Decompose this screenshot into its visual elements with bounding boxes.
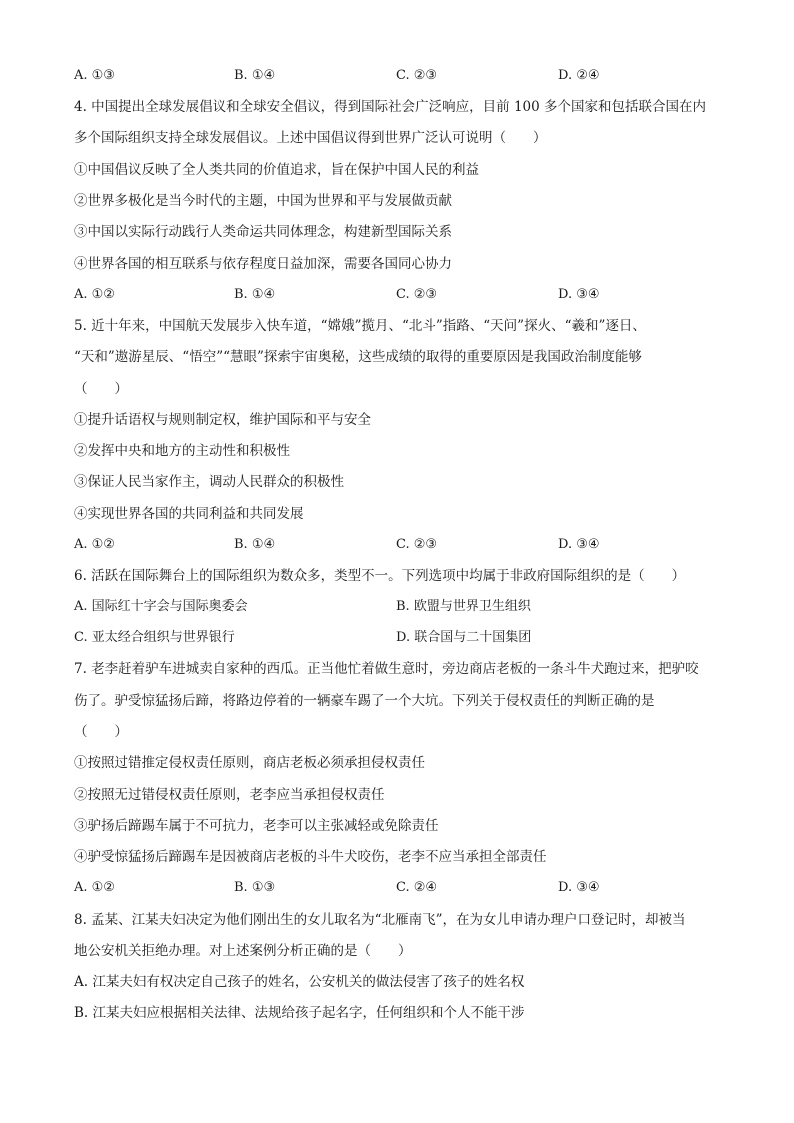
q8-option-b[interactable]: B. 江某夫妇应根据相关法律、法规给孩子起名字，任何组织和个人不能干涉 <box>74 1005 525 1021</box>
q5-option-c[interactable]: C. ②③ <box>396 537 438 552</box>
q3-options <box>74 67 734 85</box>
q5-stem-line2: “天和”遨游星辰、“悟空”“慧眼”探索宇宙奥秘，这些成绩的取得的重要原因是我国政治制度能够 <box>74 349 642 365</box>
q7-item-3: ③驴扬后蹄踢车属于不可抗力，老李可以主张减轻或免除责任 <box>74 818 439 834</box>
q7-option-a[interactable]: A. ①② <box>74 880 115 895</box>
q4-option-c[interactable]: C. ②③ <box>396 287 438 302</box>
q7-item-2: ②按照无过错侵权责任原则，老李应当承担侵权责任 <box>74 787 385 803</box>
q6-stem-line1: 6. 活跃在国际舞台上的国际组织为数众多，类型不一。下列选项中均属于非政府国际组织的是（ ） <box>74 568 686 584</box>
q4-stem-line2: 多个国际组织支持全球发展倡议。上述中国倡议得到世界广泛认可说明（ ） <box>74 130 547 146</box>
q4-item-2: ②世界多极化是当今时代的主题，中国为世界和平与发展做贡献 <box>74 193 452 209</box>
q3-option-b[interactable]: B. ①④ <box>234 68 276 83</box>
q5-item-4: ④实现世界各国的共同利益和共同发展 <box>74 506 304 522</box>
q7-option-b[interactable]: B. ①③ <box>234 880 276 895</box>
q6-options-row1 <box>74 598 734 616</box>
q6-option-c[interactable]: C. 亚太经合组织与世界银行 <box>74 630 235 645</box>
q6-option-b[interactable]: B. 欧盟与世界卫生组织 <box>396 599 531 614</box>
q8-option-a[interactable]: A. 江某夫妇有权决定自己孩子的姓名，公安机关的做法侵害了孩子的姓名权 <box>74 974 525 990</box>
q5-option-a[interactable]: A. ①② <box>74 537 115 552</box>
q4-item-4: ④世界各国的相互联系与依存程度日益加深，需要各国同心协力 <box>74 256 452 272</box>
q4-stem-line1: 4. 中国提出全球发展倡议和全球安全倡议，得到国际社会广泛响应，目前 100 多个国家和包括联合国在内 <box>74 99 707 115</box>
q5-item-1: ①提升话语权与规则制定权，维护国际和平与安全 <box>74 412 371 428</box>
q4-option-b[interactable]: B. ①④ <box>234 287 276 302</box>
q7-option-d[interactable]: D. ③④ <box>558 880 600 895</box>
q7-options <box>74 879 734 897</box>
q5-item-3: ③保证人民当家作主，调动人民群众的积极性 <box>74 474 344 490</box>
q4-option-d[interactable]: D. ③④ <box>558 287 600 302</box>
q4-option-a[interactable]: A. ①② <box>74 287 115 302</box>
q4-item-3: ③中国以实际行动践行人类命运共同体理念，构建新型国际关系 <box>74 224 452 240</box>
q5-item-2: ②发挥中央和地方的主动性和积极性 <box>74 443 290 459</box>
q8-stem-line1: 8. 孟某、江某夫妇决定为他们刚出生的女儿取名为“北雁南飞”，在为女儿申请办理户口登记时，却被当 <box>74 912 686 928</box>
q7-stem-line2: 伤了。驴受惊猛扬后蹄，将路边停着的一辆豪车踢了一个大坑。下列关于侵权责任的判断正确的是 <box>74 693 655 709</box>
q7-item-1: ①按照过错推定侵权责任原则，商店老板必须承担侵权责任 <box>74 755 425 771</box>
q6-option-a[interactable]: A. 国际红十字会与国际奥委会 <box>74 599 248 614</box>
q5-stem-line3: （ ） <box>74 381 128 397</box>
q3-option-d[interactable]: D. ②④ <box>558 68 600 83</box>
q6-option-d[interactable]: D. 联合国与二十国集团 <box>396 630 532 645</box>
q5-option-d[interactable]: D. ③④ <box>558 537 600 552</box>
q4-options <box>74 286 734 304</box>
q6-options-row2 <box>74 629 734 647</box>
q5-option-b[interactable]: B. ①④ <box>234 537 276 552</box>
q7-item-4: ④驴受惊猛扬后蹄踢车是因被商店老板的斗牛犬咬伤，老李不应当承担全部责任 <box>74 849 547 865</box>
q3-option-c[interactable]: C. ②③ <box>396 68 438 83</box>
q3-option-a[interactable]: A. ①③ <box>74 68 115 83</box>
q7-stem-line3: （ ） <box>74 724 128 740</box>
q5-options <box>74 536 734 554</box>
q7-stem-line1: 7. 老李赶着驴车进城卖自家种的西瓜。正当他忙着做生意时，旁边商店老板的一条斗牛犬跑过来，把驴咬 <box>74 661 699 677</box>
q7-option-c[interactable]: C. ②④ <box>396 880 438 895</box>
q5-stem-line1: 5. 近十年来，中国航天发展步入快车道，“嫦娥”揽月、“北斗”指路、“天问”探火、“羲和”逐日、 <box>74 318 646 334</box>
q8-stem-line2: 地公安机关拒绝办理。对上述案例分析正确的是（ ） <box>74 943 412 959</box>
q4-item-1: ①中国倡议反映了全人类共同的价值追求，旨在保护中国人民的利益 <box>74 162 479 178</box>
